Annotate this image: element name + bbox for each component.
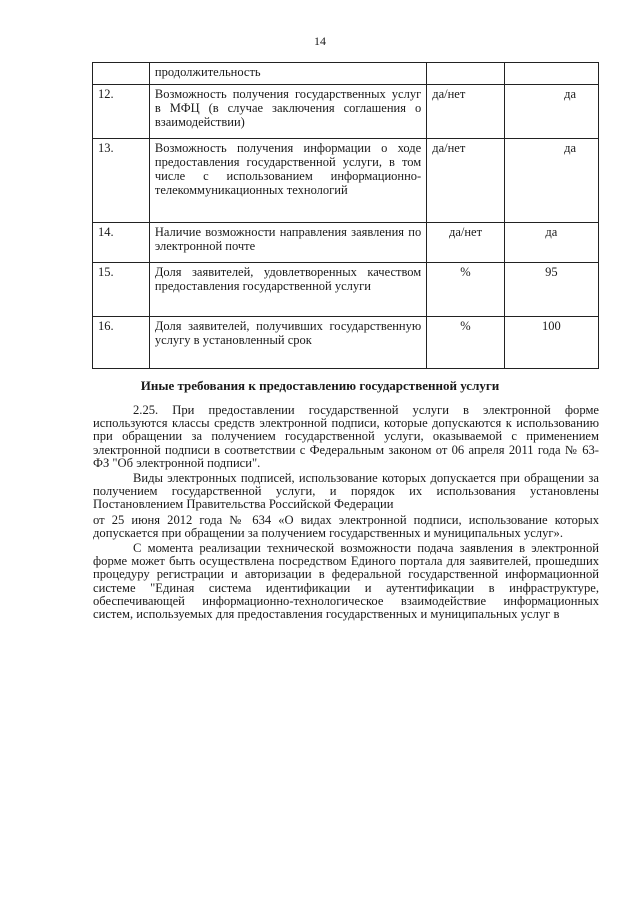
unit-cell — [427, 63, 505, 85]
value-cell: да — [504, 139, 598, 223]
value-cell: да — [504, 85, 598, 139]
table-row — [93, 63, 599, 85]
section-heading: Иные требования к предоставлению государственной услуги — [140, 378, 500, 393]
table-row — [93, 139, 599, 223]
unit-cell: да/нет — [427, 223, 505, 263]
unit-cell: да/нет — [427, 139, 505, 223]
value-cell: 95 — [504, 263, 598, 317]
page-number: 14 — [314, 34, 326, 48]
indicator-name: Наличие возможности направления заявления по электронной почте — [149, 223, 426, 263]
unit-cell: % — [427, 263, 505, 317]
unit-cell: да/нет — [427, 85, 505, 139]
paragraph: от 25 июня 2012 года № 634 «О видах электронной подписи, использование которых допускается при обращении за получением государственных и муниципальных услуг». — [93, 512, 599, 540]
table-row — [93, 85, 599, 139]
paragraph: 2.25. При предоставлении государственной услуги в электронной форме используются классы средств электронной подписи, которые допускаются к использованию при обращении за получением государственной услуги, оказываемой с применением электронной подписи в соответствии с Федеральным законом от 06 апреля 2011 года № 63-ФЗ "Об электронной подписи". — [93, 403, 599, 470]
row-number — [93, 63, 150, 85]
indicator-name: Доля заявителей, получивших государственную услугу в установленный срок — [149, 317, 426, 369]
paragraph: С момента реализации технической возможности подача заявления в электронной форме может быть осуществлена посредством Единого портала для заявителей, прошедших процедуру регистрации и авторизации в федеральной государственной информационной системе "Единая система идентификации и аутентификации в инфраструктуре, обеспечивающей информационно-технологическое взаимодействие информационных систем, используемых для предоставления государственных и муниципальных услуг в — [93, 541, 599, 622]
row-number: 13. — [93, 139, 150, 223]
paragraph: Виды электронных подписей, использование которых допускается при обращении за получением государственной услуги, и порядок их использования установлены Постановлением Правительства Российской Федерации — [93, 471, 599, 512]
value-cell — [504, 63, 598, 85]
requirements-table — [92, 62, 599, 369]
table-row — [93, 317, 599, 369]
value-cell: да — [504, 223, 598, 263]
indicator-name: Доля заявителей, удовлетворенных качеством предоставления государственной услуги — [149, 263, 426, 317]
row-number: 12. — [93, 85, 150, 139]
unit-cell: % — [427, 317, 505, 369]
value-cell: 100 — [504, 317, 598, 369]
indicator-name: продолжительность — [149, 63, 426, 85]
indicator-name: Возможность получения государственных услуг в МФЦ (в случае заключения соглашения о взаимодействии) — [149, 85, 426, 139]
row-number: 14. — [93, 223, 150, 263]
indicator-name: Возможность получения информации о ходе предоставления государственной услуги, в том числе с использованием информационно-телекоммуникационных технологий — [149, 139, 426, 223]
row-number: 15. — [93, 263, 150, 317]
body-text — [93, 404, 599, 623]
row-number: 16. — [93, 317, 150, 369]
table-row — [93, 263, 599, 317]
table-row — [93, 223, 599, 263]
